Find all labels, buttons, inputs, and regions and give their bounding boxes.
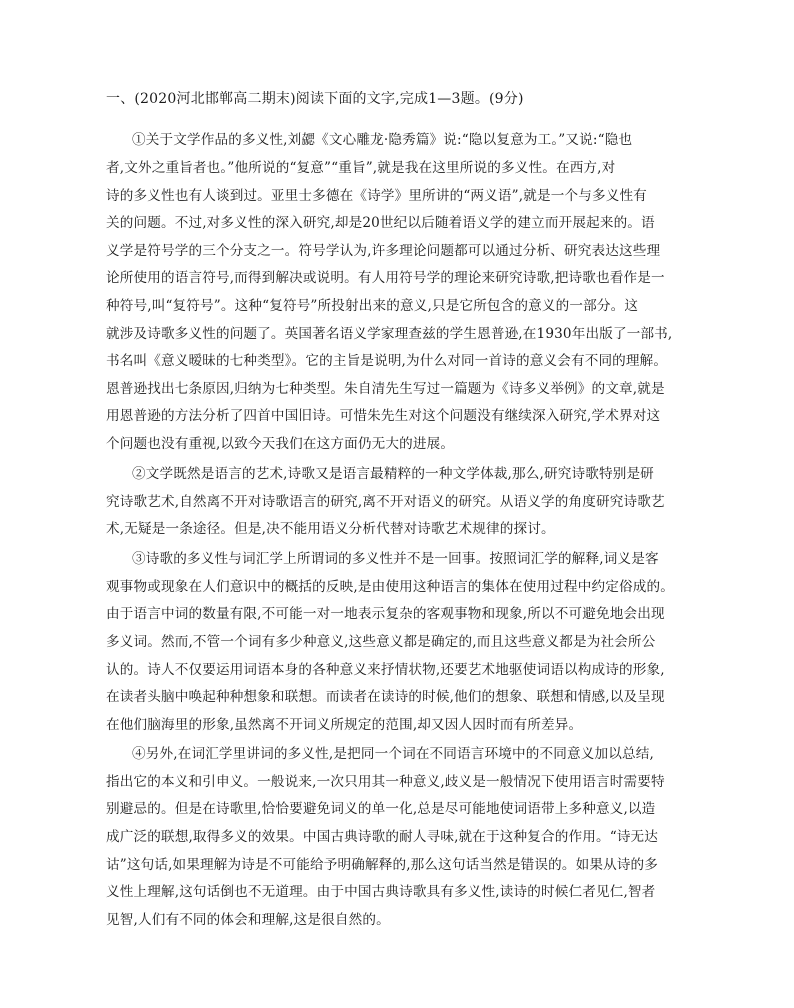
question-heading: 一、(2020河北邯郸高二期末)阅读下面的文字,完成1—3题。(9分) (106, 91, 524, 107)
paragraph-1-line-12: 个问题也没有重视,以致今天我们在这方面仍无大的进展。 (106, 436, 455, 452)
paragraph-2-line-2: 究诗歌艺术,自然离不开对诗歌语言的研究,离不开对语义的研究。从语义学的角度研究诗歌艺 (106, 494, 665, 510)
paragraph-4-line-4: 成广泛的联想,取得多义的效果。中国古典诗歌的耐人寻味,就在于这种复合的作用。“诗无达 (106, 829, 659, 845)
paragraph-4-line-2: 指出它的本义和引申义。一般说来,一次只用其一种意义,歧义是一般情况下使用语言时需要特 (106, 774, 665, 790)
paragraph-4-line-3: 别避忌的。但是在诗歌里,恰恰要避免词义的单一化,总是尽可能地使词语带上多种意义,以造 (106, 801, 656, 817)
paragraph-1-line-8: 就涉及诗歌多义性的问题了。英国著名语义学家理查兹的学生恩普逊,在1930年出版了一部书, (106, 326, 673, 342)
paragraph-1-line-4: 关的问题。不过,对多义性的深入研究,却是20世纪以后随着语义学的建立而开展起来的。语 (106, 215, 655, 231)
paragraph-1-line-2: 者,文外之重旨者也。”他所说的“复意”“重旨”,就是我在这里所说的多义性。在西方,对 (106, 160, 616, 176)
paragraph-4-line-6: 义性上理解,这句话倒也不无道理。由于中国古典诗歌具有多义性,读诗的时候仁者见仁,智者 (106, 884, 656, 900)
paragraph-3-line-5: 认的。诗人不仅要运用词语本身的各种意义来抒情状物,还要艺术地驱使词语以构成诗的形象, (106, 662, 665, 678)
paragraph-3-line-3: 由于语言中词的数量有限,不可能一对一地表示复杂的客观事物和现象,所以不可避免地会出现 (106, 606, 665, 622)
paragraph-4-line-1: ④另外,在词汇学里讲词的多义性,是把同一个词在不同语言环境中的不同意义加以总结, (132, 746, 654, 762)
paragraph-2-line-1: ②文学既然是语言的艺术,诗歌又是语言最精粹的一种文学体裁,那么,研究诗歌特别是研 (132, 466, 654, 482)
paragraph-1-line-6: 论所使用的语言符号,而得到解决或说明。有人用符号学的理论来研究诗歌,把诗歌也看作是一 (106, 270, 665, 286)
paragraph-1-line-11: 用恩普逊的方法分析了四首中国旧诗。可惜朱先生对这个问题没有继续深入研究,学术界对这 (106, 408, 661, 424)
paragraph-3-line-1: ③诗歌的多义性与词汇学上所谓词的多义性并不是一回事。按照词汇学的解释,词义是客 (132, 551, 659, 567)
paragraph-3-line-2: 观事物或现象在人们意识中的概括的反映,是由使用这种语言的集体在使用过程中约定俗成的。 (106, 579, 674, 595)
paragraph-2-line-3: 术,无疑是一条途径。但是,决不能用语义分析代替对诗歌艺术规律的探讨。 (106, 521, 555, 537)
paragraph-3-line-6: 在读者头脑中唤起种种想象和联想。而读者在读诗的时候,他们的想象、联想和情感,以及呈现 (106, 689, 665, 705)
paragraph-1-line-7: 种符号,叫“复符号”。这种“复符号”所投射出来的意义,只是它所包含的意义的一部分。这 (106, 298, 639, 314)
paragraph-3-line-4: 多义词。然而,不管一个词有多少种意义,这些意义都是确定的,而且这些意义都是为社会所公 (106, 634, 656, 650)
paragraph-4-line-7: 见智,人们有不同的体会和理解,这是很自然的。 (106, 912, 390, 928)
paragraph-1-line-3: 诗的多义性也有人谈到过。亚里士多德在《诗学》里所讲的“两义语”,就是一个与多义性有 (106, 188, 647, 204)
paragraph-1-line-1: ①关于文学作品的多义性,刘勰《文心雕龙·隐秀篇》说:“隐以复意为工。”又说:“隐也 (132, 132, 633, 148)
paragraph-4-line-5: 诂”这句话,如果理解为诗是不可能给予明确解释的,那么这句话当然是错误的。如果从诗的多 (106, 857, 659, 873)
paragraph-1-line-9: 书名叫《意义暧昧的七种类型》。它的主旨是说明,为什么对同一首诗的意义会有不同的理解。 (106, 353, 668, 369)
paragraph-1-line-10: 恩普逊找出七条原因,归纳为七种类型。朱自清先生写过一篇题为《诗多义举例》的文章,就是 (106, 381, 665, 397)
paragraph-3-line-7: 在他们脑海里的形象,虽然离不开词义所规定的范围,却又因人因时而有所差异。 (106, 717, 583, 733)
paragraph-1-line-5: 义学是符号学的三个分支之一。符号学认为,许多理论问题都可以通过分析、研究表达这些理 (106, 243, 661, 259)
